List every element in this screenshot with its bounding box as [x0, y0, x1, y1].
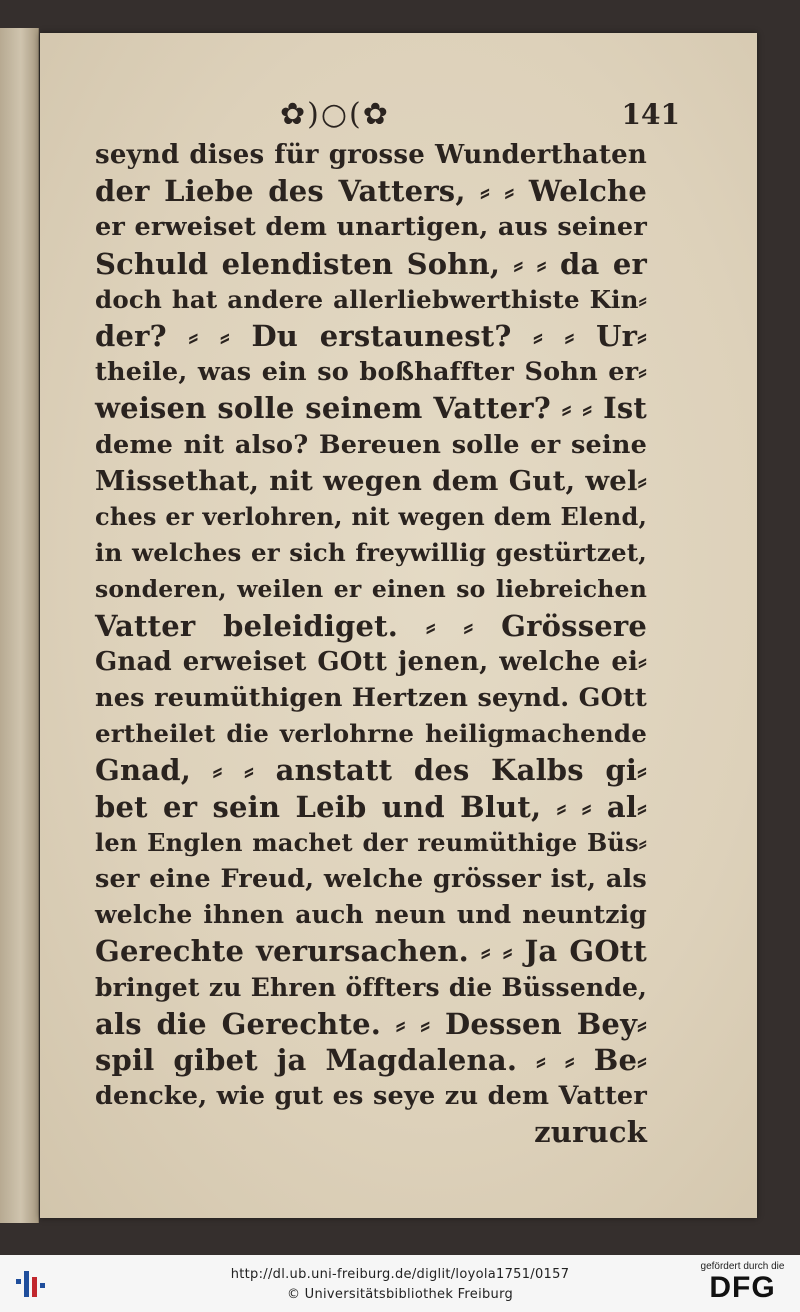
- text-line: Gnad erweiset GOtt jenen, welche ei⸗: [95, 646, 647, 677]
- text-line: len Englen machet der reumüthige Büs⸗: [95, 827, 647, 857]
- text-line: ser eine Freud, welche grösser ist, als: [95, 864, 647, 895]
- dfg-logo: DFG: [709, 1271, 776, 1304]
- text-line: sonderen, weilen er einen so liebreichen: [95, 575, 647, 604]
- text-line: Gerechte verursachen. ⸗ ⸗ Ja GOtt: [95, 934, 647, 969]
- text-line: doch hat andere allerliebwerthiste Kin⸗: [95, 284, 647, 314]
- page-header: [280, 93, 700, 137]
- text-line: ches er verlohren, nit wegen dem Elend,: [95, 502, 647, 532]
- text-line: spil gibet ja Magdalena. ⸗ ⸗ Be⸗: [95, 1043, 647, 1078]
- text-line: Missethat, nit wegen dem Gut, wel⸗: [95, 464, 647, 497]
- text-line: bet er sein Leib und Blut, ⸗ ⸗ al⸗: [95, 789, 647, 824]
- text-line: nes reumüthigen Hertzen seynd. GOtt: [95, 683, 647, 714]
- text-line: Vatter beleidiget. ⸗ ⸗ Grössere: [95, 608, 647, 643]
- permalink-link[interactable]: http://dl.ub.uni-freiburg.de/diglit/loyola1751/0157: [230, 1267, 570, 1282]
- page-number: 141: [621, 98, 680, 131]
- text-line: dencke, wie gut es seye zu dem Vatter: [95, 1081, 647, 1112]
- text-line: Gnad, ⸗ ⸗ anstatt des Kalbs gi⸗: [95, 753, 647, 788]
- text-line: deme nit also? Bereuen solle er seine: [95, 429, 647, 460]
- catchword: zuruck: [534, 1115, 647, 1150]
- text-line: weisen solle seinem Vatter? ⸗ ⸗ Ist: [95, 391, 647, 426]
- copyright-text: © Universitätsbibliothek Freiburg: [286, 1287, 514, 1302]
- text-line: in welches er sich freywillig gestürtzet,: [95, 538, 647, 568]
- text-line: seynd dises für grosse Wunderthaten: [95, 140, 647, 170]
- footer-bar: [0, 1255, 800, 1312]
- left-page-edge: [0, 28, 39, 1223]
- text-line: bringet zu Ehren öffters die Büssende,: [95, 972, 647, 1002]
- text-line: theile, was ein so boßhaffter Sohn er⸗: [95, 357, 647, 388]
- dfg-caption: gefördert durch die: [700, 1261, 785, 1272]
- text-line: der Liebe des Vatters, ⸗ ⸗ Welche: [95, 174, 647, 209]
- text-line: welche ihnen auch neun und neuntzig: [95, 900, 647, 930]
- text-line: als die Gerechte. ⸗ ⸗ Dessen Bey⸗: [95, 1006, 647, 1041]
- text-line: ertheilet die verlohrne heiligmachende: [95, 719, 647, 749]
- text-line: der? ⸗ ⸗ Du erstaunest? ⸗ ⸗ Ur⸗: [95, 319, 647, 354]
- book-page: [40, 33, 757, 1218]
- text-line: er erweiset dem unartigen, aus seiner: [95, 212, 647, 243]
- text-line: Schuld elendisten Sohn, ⸗ ⸗ da er: [95, 246, 647, 281]
- header-ornament: ✿)○(✿: [280, 97, 390, 132]
- dfg-sponsor: [695, 1259, 790, 1309]
- page-text: [95, 137, 647, 1151]
